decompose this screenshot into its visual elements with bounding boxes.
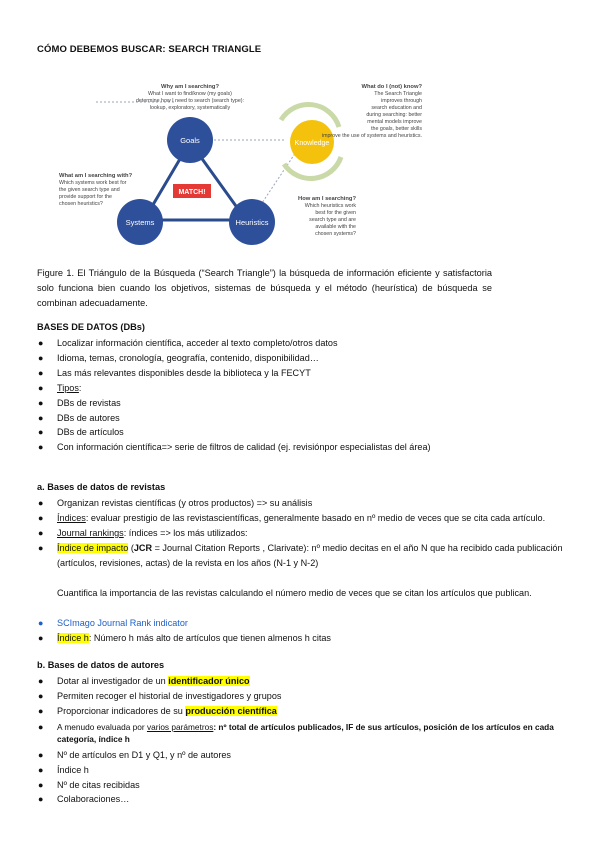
knowledge-annotation-line-1: The Search Triangle xyxy=(374,91,422,97)
list-item: ● Índices: evaluar prestigio de las revistascientíficas, generalmente basado en nº medio de veces que se cita cada artículo. xyxy=(38,512,546,523)
figure-caption: Figure 1. El Triángulo de la Búsqueda (“Search Triangle”) la búsqueda de información eficiente y satisfactoria solo funciona bien cuando los objetivos, sistemas de búsqueda y el método (heurística) de búsqueda se combinan adecuadamente. xyxy=(37,268,492,308)
knowledge-annotation-line-3: search education and xyxy=(371,105,422,111)
heuristics-annotation-line-3: search type and are xyxy=(309,217,356,223)
systems-annotation-line-3: provide support for the xyxy=(59,194,112,200)
list-item: ● Organizan revistas científicas (y otros productos) => su análisis xyxy=(38,498,313,508)
list-item: ● Localizar información científica, acceder al texto completo/otros datos xyxy=(38,338,338,348)
list-item: ● Colaboraciones… xyxy=(38,794,130,805)
systems-annotation-line-1: Which systems work best for xyxy=(59,180,127,186)
list-item: ● Índice h: Número h más alto de artículos que tienen almenos h citas xyxy=(38,632,331,643)
section-heading-dbs: BASES DE DATOS (DBs) xyxy=(37,322,145,332)
list-item: ● Dotar al investigador de un identificador único xyxy=(38,676,250,686)
goals-annotation-line-3: lookup, exploratory, systematically xyxy=(149,105,231,111)
goals-label: Goals xyxy=(180,136,200,145)
heuristics-annotation-line-5: chosen systems? xyxy=(315,231,356,237)
heuristics-label: Heuristics xyxy=(235,218,269,227)
impacto-explanation: Cuantifica la importancia de las revistas calculando el número medio de veces que se citan los artículos que publican. xyxy=(57,588,532,598)
list-item: ● DBs de revistas xyxy=(38,397,121,408)
systems-annotation-line-4: chosen heuristics? xyxy=(59,201,103,207)
list-item: ● Las más relevantes disponibles desde la biblioteca y la FECYT xyxy=(38,367,311,378)
list-item: ● SCImago Journal Rank indicator xyxy=(38,618,188,628)
list-item: ● Nº de citas recibidas xyxy=(38,779,140,790)
goals-annotation-title: Why am I searching? xyxy=(161,84,219,90)
section-heading-autores: b. Bases de datos de autores xyxy=(37,660,165,670)
knowledge-annotation-line-7: improve the use of systems and heuristics. xyxy=(321,133,422,139)
list-item: ● A menudo evaluada por varios parámetros: nº total de artículos publicados, IF de sus artículos, posición de los artículos en cada categoría, índice h xyxy=(38,721,554,744)
revistas-list-2 xyxy=(37,616,567,646)
revistas-list xyxy=(37,496,567,571)
page-title: CÓMO DEBEMOS BUSCAR: SEARCH TRIANGLE xyxy=(37,44,262,55)
knowledge-annotation-line-5: mental models improve xyxy=(367,119,422,125)
knowledge-label: Knowledge xyxy=(294,140,330,147)
systems-annotation-line-2: the given search type and xyxy=(59,187,120,193)
goals-annotation-line-1: What I want to find/know (my goals) xyxy=(148,91,232,97)
dbs-list xyxy=(37,336,567,455)
autores-list xyxy=(37,674,567,807)
heuristics-annotation-line-2: best for the given xyxy=(315,210,356,216)
list-item: ● Journal rankings: índices => los más utilizados: xyxy=(38,527,248,538)
list-item: ● DBs de artículos xyxy=(38,427,124,438)
knowledge-annotation-title: What do I (not) know? xyxy=(361,84,422,90)
heuristics-annotation-line-1: Which heuristics work xyxy=(304,203,356,209)
list-item: ● Nº de artículos en D1 y Q1, y nº de autores xyxy=(38,749,231,760)
heuristics-annotation-line-4: available with the xyxy=(315,224,356,230)
list-item: ● Proporcionar indicadores de su producción científica xyxy=(38,705,277,716)
list-item: ● Índice de impacto (JCR = Journal Citation Reports , Clarivate): nº medio decitas en el año N que ha recibido cada publicación (artículos, revisiones, actas) de la revista en los años (N-1 y N-2) xyxy=(38,542,563,568)
list-item: ● Permiten recoger el historial de investigadores y grupos xyxy=(38,690,282,701)
section-heading-revistas: a. Bases de datos de revistas xyxy=(37,482,166,492)
list-item: ● Índice h xyxy=(38,764,89,775)
list-item: ● Con información científica=> serie de filtros de calidad (ej. revisiónpor especialistas del área) xyxy=(38,442,431,453)
knowledge-annotation-line-2: improves through xyxy=(381,98,422,104)
heuristics-annotation-title: How am I searching? xyxy=(298,196,356,202)
knowledge-annotation-line-6: the goals, better skills xyxy=(371,126,422,132)
knowledge-annotation-line-4: during searching: better xyxy=(366,112,422,118)
search-triangle-figure xyxy=(56,62,426,252)
goals-annotation-line-2: determine how I need to search (search type): xyxy=(135,98,245,104)
match-label: MATCH! xyxy=(178,189,206,196)
systems-label: Systems xyxy=(125,218,155,227)
systems-annotation-title: What am I searching with? xyxy=(59,173,133,179)
list-item: ● DBs de autores xyxy=(38,412,120,423)
list-item: ● Tipos: xyxy=(38,382,82,393)
scimago-link[interactable]: SCImago Journal Rank indicator xyxy=(57,618,188,628)
list-item: ● Idioma, temas, cronología, geografía, contenido, disponibilidad… xyxy=(38,352,319,363)
